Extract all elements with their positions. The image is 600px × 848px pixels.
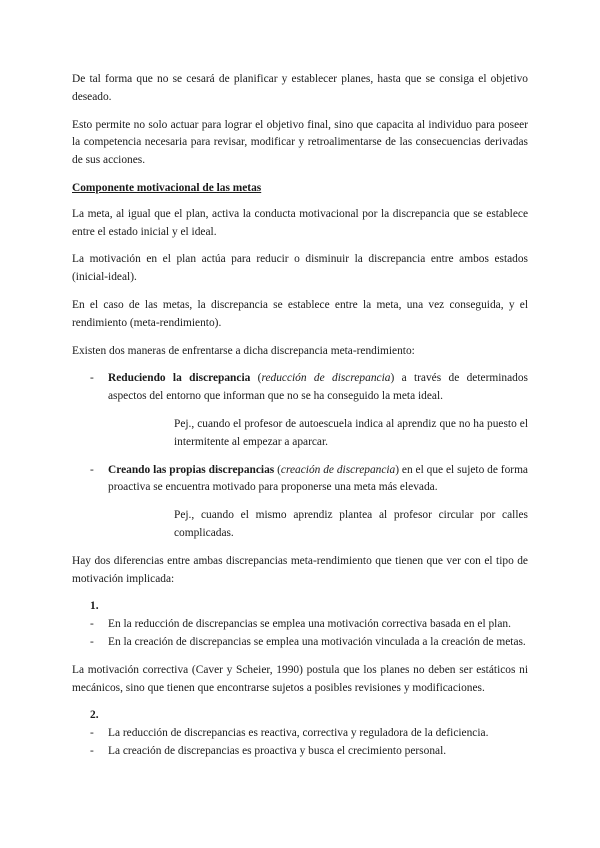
list-number-1: 1. [90,600,99,613]
example-2: Pej., cuando el mismo aprendiz plantea al profesor circular por calles complicadas. [174,509,528,539]
bullet-dash: - [90,618,94,631]
paragraph-7: Hay dos diferencias entre ambas discrepancias meta-rendimiento que tienen que ver con el tipo de motivación implicada: [72,554,528,585]
bullet-text: ) en el que el sujeto de forma proactiva se encuentra motivado para proponerse una meta más elevada. [108,463,528,494]
diff-1-item-1 [72,616,528,634]
bullet-text: ) a través de determinados aspectos del entorno que informan que no se ha conseguido la meta ideal. [108,372,528,403]
bullet-paren-open: ( [250,372,262,385]
paragraph-4: La motivación en el plan actúa para reducir o disminuir la discrepancia entre ambos estados (inicial-ideal). [72,253,528,284]
diff-1-item-2 [72,634,528,652]
paragraph-2: Esto permite no solo actuar para lograr el objetivo final, sino que capacita al individuo para poseer la competencia necesaria para revisar, modificar y retroalimentarse de las consecuencias derivadas de sus acciones. [72,118,528,167]
bullet-bold-term: Creando las propias discrepancias [108,463,275,476]
bullet-italic-term: creación de discrepancia [280,463,396,476]
diff-text: La reducción de discrepancias es reactiva, correctiva y reguladora de la deficiencia. [108,727,489,740]
bullet-dash: - [90,635,94,648]
bullet-dash: - [90,463,94,476]
bullet-paren-open: ( [274,463,281,476]
bullet-creando [72,462,528,498]
diff-text: La creación de discrepancias es proactiva y busca el crecimiento personal. [108,744,447,757]
paragraph-5: En el caso de las metas, la discrepancia se establece entre la meta, una vez conseguida, y el rendimiento (meta-rendimiento). [72,298,528,329]
bullet-dash: - [90,727,94,740]
bullet-italic-term: reducción de discrepancia [261,372,391,385]
paragraph-6: Existen dos maneras de enfrentarse a dicha discrepancia meta-rendimiento: [72,344,415,357]
diff-2-item-2 [72,743,528,761]
paragraph-1: De tal forma que no se cesará de planificar y establecer planes, hasta que se consiga el objetivo deseado. [72,73,528,103]
diff-text: En la creación de discrepancias se emplea una motivación vinculada a la creación de metas. [108,635,526,648]
list-number-2: 2. [90,709,99,722]
bullet-bold-term: Reduciendo la discrepancia [108,372,251,385]
paragraph-3: La meta, al igual que el plan, activa la conducta motivacional por la discrepancia que se establece entre el estado inicial y el ideal. [72,207,528,238]
bullet-dash: - [90,372,94,385]
bullet-dash: - [90,744,94,757]
diff-2-item-1 [72,725,528,743]
diff-text: En la reducción de discrepancias se emplea una motivación correctiva basada en el plan. [108,618,511,631]
bullet-reduciendo [72,370,528,406]
section-heading: Componente motivacional de las metas [72,181,262,194]
example-1: Pej., cuando el profesor de autoescuela indica al aprendiz que no ha puesto el intermitente al empezar a aparcar. [174,417,528,448]
paragraph-8: La motivación correctiva (Caver y Scheier, 1990) postula que los planes no deben ser estáticos ni mecánicos, sino que tienen que encontrarse sujetos a posibles revisiones y modificaciones. [72,663,528,694]
document-page [72,71,528,761]
